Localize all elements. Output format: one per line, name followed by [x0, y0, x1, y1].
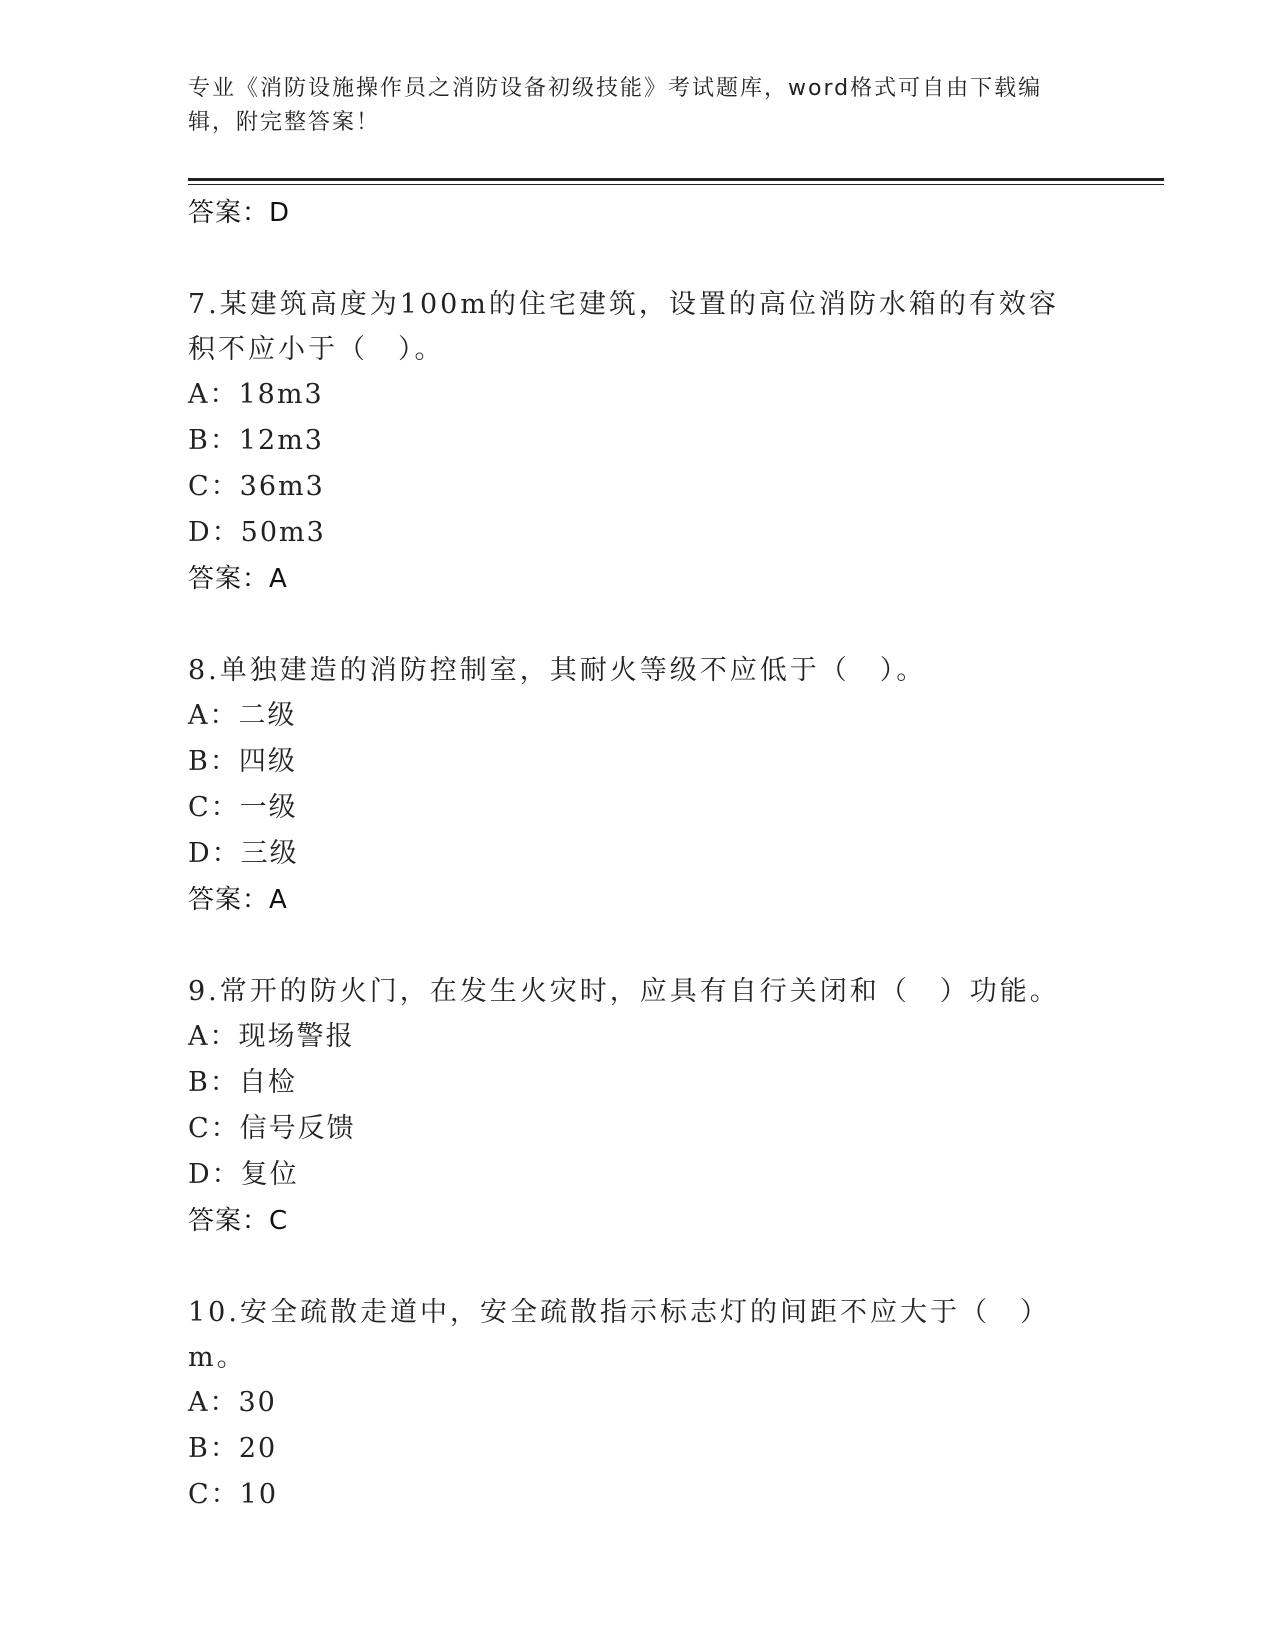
document-header: 专业《消防设施操作员之消防设备初级技能》考试题库，word格式可自由下载编辑，附完整答案！ [188, 76, 1043, 135]
question-text: 8.单独建造的消防控制室，其耐火等级不应低于（ ）。 [188, 655, 927, 686]
option-b: B：自检 [188, 1067, 297, 1098]
option-b: B：四级 [188, 746, 297, 777]
option-b: B：20 [188, 1433, 278, 1464]
option-c: C：10 [188, 1479, 279, 1510]
header-rule-thick [188, 178, 1164, 181]
question-text: 7.某建筑高度为100m的住宅建筑，设置的高位消防水箱的有效容积不应小于（ ）。 [188, 289, 1059, 365]
option-c: C：信号反馈 [188, 1113, 356, 1144]
question-8 [188, 648, 1088, 923]
option-c: C：36m3 [188, 471, 325, 502]
option-d: D：三级 [188, 838, 299, 869]
option-d: D：复位 [188, 1159, 299, 1190]
option-a: A：现场警报 [188, 1021, 355, 1052]
option-d: D：50m3 [188, 517, 326, 548]
option-a: A：二级 [188, 700, 297, 731]
option-a: A：18m3 [188, 379, 324, 410]
document-body [188, 190, 1088, 1518]
previous-answer: 答案：D [188, 198, 291, 228]
option-b: B：12m3 [188, 425, 324, 456]
question-text: 10.安全疏散走道中，安全疏散指示标志灯的间距不应大于（ ）m。 [188, 1297, 1050, 1373]
header-rule-thin [188, 184, 1164, 185]
question-10 [188, 1290, 1088, 1518]
question-9 [188, 969, 1088, 1244]
question-7 [188, 282, 1088, 602]
option-a: A：30 [188, 1387, 277, 1418]
question-text: 9.常开的防火门，在发生火灾时，应具有自行关闭和（ ）功能。 [188, 976, 1060, 1007]
answer: 答案：A [188, 885, 288, 915]
option-c: C：一级 [188, 792, 298, 823]
answer: 答案：A [188, 564, 288, 594]
answer: 答案：C [188, 1206, 289, 1236]
